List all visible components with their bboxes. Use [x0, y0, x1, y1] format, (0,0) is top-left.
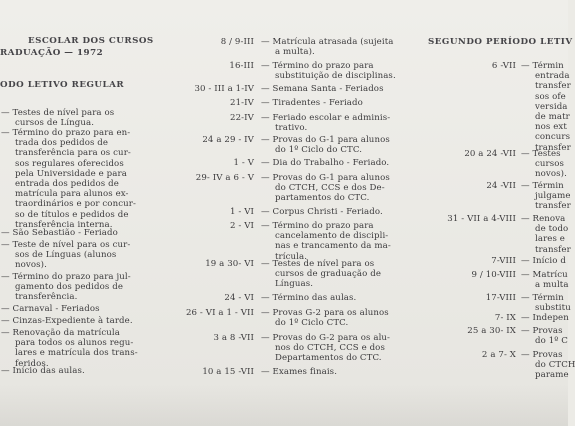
event-entry — [261, 84, 384, 94]
text-line: entrada dos pedidos de — [15, 179, 119, 190]
text-line: transferência interna. — [15, 219, 113, 230]
date-cell: 24 -VII — [486, 181, 516, 191]
event-entry — [261, 207, 383, 217]
left-entry — [1, 328, 138, 369]
date-cell: 10 a 15 -VII — [202, 367, 254, 377]
text-line: transfer — [535, 244, 571, 255]
text-line: parame — [535, 370, 569, 381]
text-line: sos de Línguas (alunos — [15, 250, 117, 261]
text-line: transferência para os cur- — [15, 148, 131, 159]
event-entry — [261, 113, 390, 133]
text-line: entrada — [535, 71, 570, 82]
date-cell: 20 a 24 -VII — [464, 149, 516, 159]
event-entry — [261, 259, 381, 290]
text-line: novos). — [15, 260, 47, 271]
text-line: versida — [535, 101, 568, 112]
text-line: — Renovação da matrícula — [1, 328, 120, 338]
date-cell: 7- IX — [494, 313, 516, 323]
text-line: nos do CTCH, CCS e dos — [275, 343, 385, 354]
text-line: — Matrícu — [521, 270, 568, 280]
text-line: nas e trancamento da ma- — [275, 241, 391, 252]
text-line: de matr — [535, 112, 570, 123]
text-line: — São Sebastião - Feriado — [1, 228, 118, 238]
date-cell: 1 - VI — [229, 207, 254, 217]
text-line: — Matrícula atrasada (sujeita — [261, 37, 394, 47]
text-line: trícula. — [275, 251, 308, 262]
text-line: — Teste de nível para os cur- — [1, 240, 131, 250]
text-line: a multa — [535, 280, 569, 291]
text-line: para todos os alunos regu- — [15, 338, 134, 349]
date-cell: 3 a 8 -VII — [213, 333, 254, 343]
text-line: — Término do prazo para jul- — [1, 272, 131, 282]
date-cell: 17-VIII — [485, 293, 516, 303]
second-period-heading: SEGUNDO PERÍODO LETIV — [428, 37, 573, 47]
text-line: trativo. — [275, 123, 308, 134]
calendar-title-line2: RADUAÇÃO — 1972 — [0, 48, 104, 58]
date-cell: 19 a 30- VI — [205, 259, 254, 269]
date-cell: 2 a 7- X — [481, 350, 516, 360]
event-entry — [261, 308, 389, 328]
event-entry — [521, 270, 569, 290]
text-line: sos ofe — [535, 91, 566, 102]
text-line: — Término das aulas. — [261, 293, 357, 303]
text-line: — Feriado escolar e adminis- — [261, 113, 391, 123]
text-line: — Carnaval - Feriados — [1, 304, 100, 314]
first-period-heading: ODO LETIVO REGULAR — [0, 80, 125, 90]
text-line: do CTCH, CCS e dos De- — [275, 183, 385, 194]
text-line: do 1º Ciclo CTC. — [275, 318, 349, 329]
text-line: — Início d — [521, 256, 566, 266]
date-cell: 29- IV a 6 - V — [195, 173, 254, 183]
date-cell: 30 - III a 1-IV — [194, 84, 254, 94]
text-line: matrícula para alunos ex- — [15, 189, 129, 200]
text-line: — Término do prazo para — [261, 61, 374, 71]
text-line: cursos — [535, 159, 565, 170]
text-line: nos ext — [535, 122, 567, 133]
text-line: — Provas do G-1 para alunos — [261, 135, 390, 145]
text-line: — Semana Santa - Feriados — [261, 84, 384, 94]
text-line: Departamentos do CTC. — [275, 353, 382, 364]
text-line: — Indepen — [521, 313, 569, 323]
text-line: — Términ — [521, 61, 564, 71]
date-cell: 24 - VI — [224, 293, 254, 303]
event-entry — [521, 256, 566, 266]
left-entry — [1, 228, 118, 238]
date-cell: 1 - V — [233, 158, 254, 168]
date-cell: 8 / 9-III — [220, 37, 254, 47]
text-line: — Términ — [521, 293, 564, 303]
text-line: substituição de disciplinas. — [275, 71, 396, 82]
event-entry — [521, 326, 568, 346]
text-line: Línguas. — [275, 279, 314, 290]
text-line: concurs — [535, 132, 571, 143]
event-entry — [261, 221, 391, 262]
event-entry — [521, 293, 571, 313]
text-line: do CTCH — [535, 360, 575, 371]
event-entry — [261, 135, 390, 155]
text-line: transfer — [535, 201, 571, 212]
date-cell: 16-III — [229, 61, 254, 71]
event-entry — [261, 158, 389, 168]
date-cell: 22-IV — [230, 113, 254, 123]
event-entry — [261, 61, 396, 81]
left-entry — [1, 108, 114, 128]
date-cell: 31 - VII a 4-VIII — [447, 214, 516, 224]
left-entry — [1, 272, 131, 303]
text-line: — Início das aulas. — [1, 366, 85, 376]
text-line: traordinários e por concur- — [15, 199, 136, 210]
left-entry — [1, 366, 85, 376]
text-line: gamento dos pedidos de — [15, 282, 124, 293]
left-entry — [1, 304, 100, 314]
date-cell: 25 a 30- IX — [467, 326, 516, 336]
text-line: — Testes de nível para os — [261, 259, 375, 269]
text-line: novos). — [535, 169, 567, 180]
text-line: lares e matrícula dos trans- — [15, 348, 138, 359]
text-line: do 1º C — [535, 336, 568, 347]
date-cell: 2 - VI — [229, 221, 254, 231]
text-line: cursos de Língua. — [15, 118, 95, 129]
event-entry — [521, 313, 569, 323]
date-cell: 26 - VI a 1 - VII — [185, 308, 254, 318]
text-line: transfer — [535, 81, 571, 92]
text-line: trada dos pedidos de — [15, 138, 109, 149]
text-line: substitu — [535, 303, 571, 314]
date-cell: 24 a 29 - IV — [202, 135, 254, 145]
event-entry — [261, 333, 390, 364]
text-line: — Provas G-2 para os alunos — [261, 308, 389, 318]
text-line: sos regulares oferecidos — [15, 158, 124, 169]
text-line: transferência. — [15, 292, 78, 303]
date-cell: 6 -VII — [491, 61, 516, 71]
text-line: — Provas — [521, 326, 563, 336]
date-cell: 9 / 10-VIII — [471, 270, 516, 280]
calendar-title-line1: ESCOLAR DOS CURSOS — [28, 36, 154, 46]
date-cell: 21-IV — [230, 98, 254, 108]
text-line: — Provas — [521, 350, 563, 360]
event-entry — [261, 367, 337, 377]
event-entry — [521, 149, 567, 180]
text-line: pela Universidade e para — [15, 168, 127, 179]
left-entry — [1, 316, 133, 326]
text-line: — Exames finais. — [261, 367, 338, 377]
text-line: — Términ — [521, 181, 564, 191]
text-line: a multa). — [275, 47, 315, 58]
text-line: — Corpus Christi - Feriado. — [261, 207, 383, 217]
text-line: — Término do prazo para — [261, 221, 374, 231]
text-line: — Tiradentes - Feriado — [261, 98, 363, 108]
text-line: — Provas do G-1 para alunos — [261, 173, 390, 183]
text-line: julgame — [535, 191, 571, 202]
text-line: de todo — [535, 224, 569, 235]
event-entry — [521, 61, 571, 153]
text-line: — Renova — [521, 214, 566, 224]
event-entry — [521, 214, 571, 255]
text-line: feridos. — [15, 358, 49, 369]
text-line: cursos de graduação de — [275, 269, 382, 280]
text-line: transfer — [535, 142, 571, 153]
text-line: — Testes de nível para os — [1, 108, 115, 118]
text-line: lares e — [535, 234, 565, 245]
date-cell: 7-VIII — [491, 256, 516, 266]
text-line: do 1º Ciclo do CTC. — [275, 145, 363, 156]
text-line: — Dia do Trabalho - Feriado. — [261, 158, 390, 168]
text-line: cancelamento de discipli- — [275, 231, 389, 242]
event-entry — [521, 350, 575, 381]
left-entry — [1, 128, 136, 230]
event-entry — [521, 181, 571, 212]
text-line: — Testes — [521, 149, 561, 159]
event-entry — [261, 173, 390, 204]
text-line: — Cinzas-Expediente à tarde. — [1, 316, 133, 326]
text-line: partamentos do CTC. — [275, 193, 370, 204]
event-entry — [261, 37, 393, 57]
text-line: — Término do prazo para en- — [1, 128, 131, 138]
left-entry — [1, 240, 130, 271]
paper-bottom-shade — [0, 384, 568, 426]
text-line: — Provas do G-2 para os alu- — [261, 333, 391, 343]
text-line: so de títulos e pedidos de — [15, 209, 129, 220]
event-entry — [261, 293, 356, 303]
event-entry — [261, 98, 363, 108]
